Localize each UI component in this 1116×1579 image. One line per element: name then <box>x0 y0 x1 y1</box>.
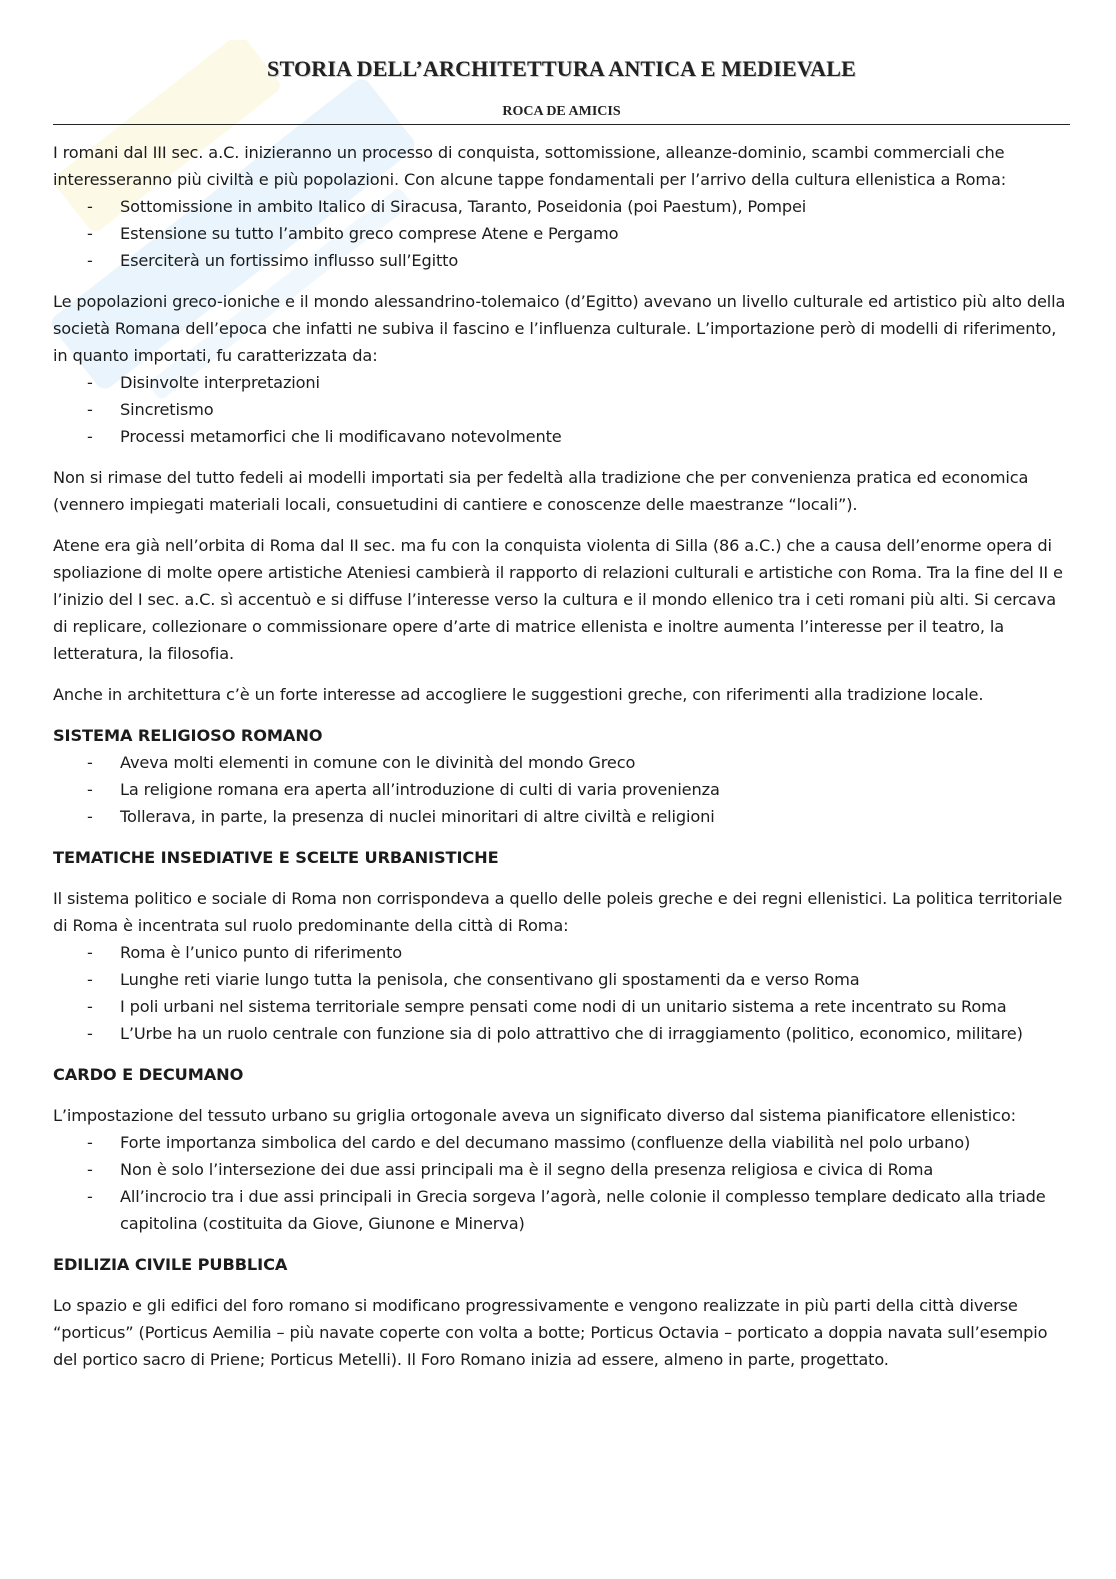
list-item: - Processi metamorfici che li modificavano notevolmente <box>87 427 562 446</box>
document-title: STORIA DELL’ARCHITETTURA ANTICA E MEDIEVALE <box>267 56 856 81</box>
paragraph-athens: Atene era già nell’orbita di Roma dal II sec. ma fu con la conquista violenta di Silla (86 a.C.) che a causa dell’enorme opera di spoliazione di molte opere artistiche Ateniesi cambierà il rapporto di relazioni culturali e artistiche con Roma. Tra la fine del II e l’inizio del I sec. a.C. sì accentuò e si diffuse l’interesse verso la cultura e il mondo ellenico tra i ceti romani più alti. Si cercava di replicare, collezionare o commissionare opere d’arte di matrice ellenista e inoltre aumenta l’interesse per il teatro, la letteratura, la filosofia. <box>53 536 1063 663</box>
list-conquests <box>53 193 1070 274</box>
list-religion <box>53 749 1070 830</box>
list-item: - Aveva molti elementi in comune con le divinità del mondo Greco <box>87 753 636 772</box>
list-item: - Tollerava, in parte, la presenza di nuclei minoritari di altre civiltà e religioni <box>87 807 715 826</box>
paragraph-fidelity: Non si rimase del tutto fedeli ai modelli importati sia per fedeltà alla tradizione che per convenienza pratica ed economica (vennero impiegati materiali locali, consuetudini di cantiere e conoscenze delle maestranze “locali”). <box>53 468 1029 514</box>
list-item: - All’incrocio tra i due assi principali in Grecia sorgeva l’agorà, nelle colonie il complesso templare dedicato alla triade capitolina (costituita da Giove, Giunone e Minerva) <box>87 1187 1046 1233</box>
list-item: - Forte importanza simbolica del cardo e del decumano massimo (confluenze della viabilità nel polo urbano) <box>87 1133 971 1152</box>
list-import-traits <box>53 369 1070 450</box>
section-heading-cardo: CARDO E DECUMANO <box>53 1065 244 1084</box>
list-item: - Lunghe reti viarie lungo tutta la penisola, che consentivano gli spostamenti da e verso Roma <box>87 970 860 989</box>
section-heading-urbanism: TEMATICHE INSEDIATIVE E SCELTE URBANISTICHE <box>53 848 499 867</box>
list-cardo <box>53 1129 1070 1237</box>
list-item: - Sottomissione in ambito Italico di Siracusa, Taranto, Poseidonia (poi Paestum), Pompei <box>87 197 807 216</box>
list-item: - I poli urbani nel sistema territoriale sempre pensati come nodi di un unitario sistema a rete incentrato su Roma <box>87 997 1007 1016</box>
list-item: - Estensione su tutto l’ambito greco comprese Atene e Pergamo <box>87 224 619 243</box>
document-page <box>53 56 1070 1373</box>
header-divider <box>53 124 1070 125</box>
list-item: - Disinvolte interpretazioni <box>87 373 320 392</box>
paragraph-greek-influence: Le popolazioni greco-ioniche e il mondo alessandrino-tolemaico (d’Egitto) avevano un livello culturale ed artistico più alto della società Romana dell’epoca che infatti ne subiva il fascino e l’influenza culturale. L’importazione però di modelli di riferimento, in quanto importati, fu caratterizzata da: <box>53 292 1066 365</box>
paragraph-urbanism: Il sistema politico e sociale di Roma non corrispondeva a quello delle poleis greche e dei regni ellenistici. La politica territoriale di Roma è incentrata sul ruolo predominante della città di Roma: <box>53 889 1063 935</box>
list-item: - Non è solo l’intersezione dei due assi principali ma è il segno della presenza religiosa e civica di Roma <box>87 1160 934 1179</box>
list-urbanism <box>53 939 1070 1047</box>
list-item: - Eserciterà un fortissimo influsso sull’Egitto <box>87 251 459 270</box>
paragraph-intro: I romani dal III sec. a.C. inizieranno un processo di conquista, sottomissione, alleanze-dominio, scambi commerciali che interesseranno più civiltà e più popolazioni. Con alcune tappe fondamentali per l’arrivo della cultura ellenistica a Roma: <box>53 143 1007 189</box>
list-item: - L’Urbe ha un ruolo centrale con funzione sia di polo attrattivo che di irraggiamento (politico, economico, militare) <box>87 1024 1023 1043</box>
paragraph-public-buildings: Lo spazio e gli edifici del foro romano si modificano progressivamente e vengono realizzate in più parti della città diverse “porticus” (Porticus Aemilia – più navate coperte con volta a botte; Porticus Octavia – porticato a doppia navata sull’esempio del portico sacro di Priene; Porticus Metelli). Il Foro Romano inizia ad essere, almeno in parte, progettato. <box>53 1296 1048 1369</box>
section-heading-public-buildings: EDILIZIA CIVILE PUBBLICA <box>53 1255 288 1274</box>
section-heading-religion: SISTEMA RELIGIOSO ROMANO <box>53 726 323 745</box>
document-author: ROCA DE AMICIS <box>502 104 621 119</box>
list-item: - Roma è l’unico punto di riferimento <box>87 943 403 962</box>
paragraph-architecture: Anche in architettura c’è un forte interesse ad accogliere le suggestioni greche, con riferimenti alla tradizione locale. <box>53 685 984 704</box>
paragraph-cardo: L’impostazione del tessuto urbano su griglia ortogonale aveva un significato diverso dal sistema pianificatore ellenistico: <box>53 1106 1016 1125</box>
list-item: - Sincretismo <box>87 400 214 419</box>
list-item: - La religione romana era aperta all’introduzione di culti di varia provenienza <box>87 780 720 799</box>
